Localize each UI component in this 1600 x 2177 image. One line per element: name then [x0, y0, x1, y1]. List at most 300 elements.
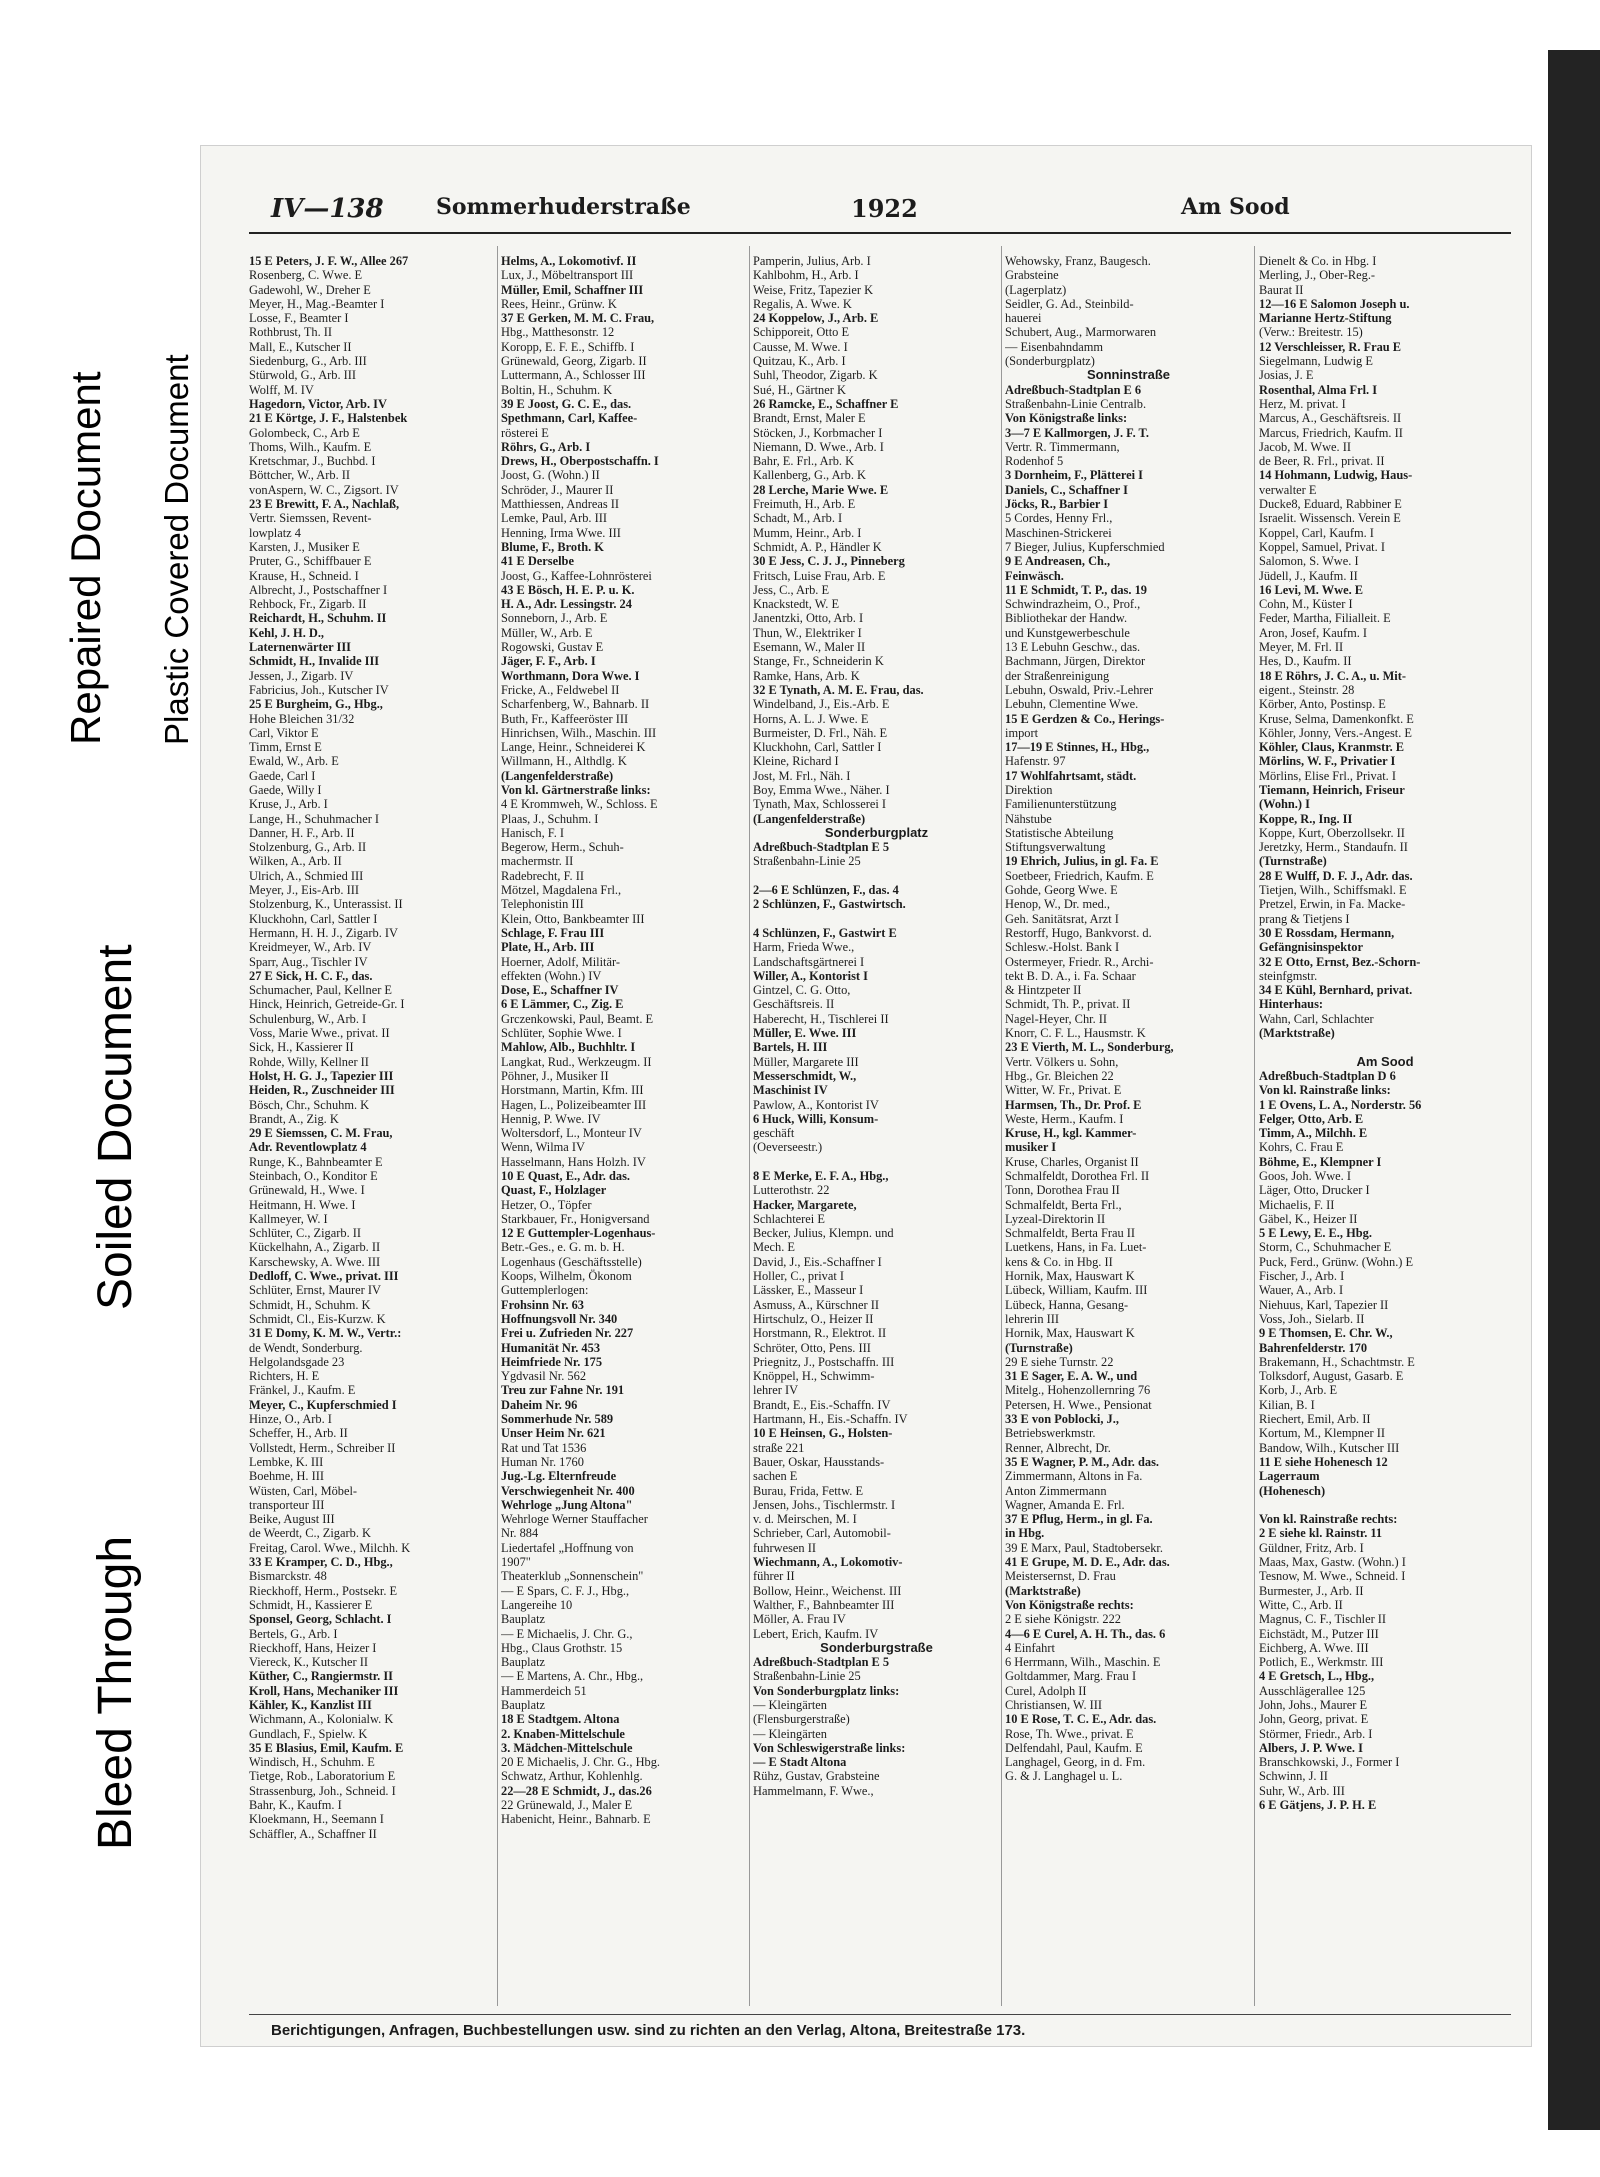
directory-entry: Lutterothstr. 22	[753, 1183, 830, 1198]
directory-entry: 18 E Röhrs, J. C. A., u. Mit-	[1259, 668, 1406, 683]
directory-entry: Küther, C., Rangiermstr. II	[249, 1669, 393, 1684]
directory-entry: Merling, J., Ober-Reg.-	[1259, 268, 1376, 283]
directory-entry: Luttermann, A., Schlosser III	[501, 368, 646, 383]
directory-entry: 2 Schlünzen, F., Gastwirtsch.	[753, 897, 906, 912]
directory-entry: Starkbauer, Fr., Honigversand	[501, 1211, 650, 1226]
directory-entry: geschäft	[753, 1126, 795, 1141]
directory-entry: Voss, Marie Wwe., privat. II	[249, 1026, 390, 1041]
column-divider	[1254, 246, 1255, 2006]
directory-entry: 6 E Gätjens, J. P. H. E	[1259, 1798, 1377, 1813]
directory-entry: (Marktstraße)	[1005, 1583, 1081, 1598]
directory-entry: 15 E Gerdzen & Co., Herings-	[1005, 711, 1165, 726]
directory-entry: 4 E Gretsch, L., Hbg.,	[1259, 1669, 1375, 1684]
directory-entry: Sommerhude Nr. 589	[501, 1412, 614, 1427]
directory-entry: Von kl. Rainstraße links:	[1259, 1083, 1391, 1098]
directory-entry: Sponsel, Georg, Schlacht. I	[249, 1612, 392, 1627]
directory-entry: Dose, E., Schaffner IV	[501, 983, 619, 998]
directory-entry: Von Schleswigerstraße links:	[753, 1740, 906, 1755]
directory-entry: Thoms, Wilh., Kaufm. E	[249, 439, 372, 454]
directory-entry: Hornik, Max, Hauswart K	[1005, 1269, 1135, 1284]
directory-entry: Albers, J. P. Wwe. I	[1259, 1740, 1363, 1755]
directory-entry: Lux, J., Möbeltransport III	[501, 268, 634, 283]
directory-entry: Kluckhohn, Carl, Sattler I	[249, 911, 378, 926]
directory-entry: Meyer, H., Mag.-Beamter I	[249, 296, 385, 311]
directory-entry: Regalis, A. Wwe. K	[753, 296, 852, 311]
directory-entry: Lebuhn, Clementine Wwe.	[1005, 697, 1139, 712]
directory-entry: Magnus, C. F., Tischler II	[1259, 1612, 1387, 1627]
directory-entry: Schubert, Aug., Marmorwaren	[1005, 325, 1157, 340]
directory-entry: Goltdammer, Marg. Frau I	[1005, 1669, 1137, 1684]
directory-entry: Daheim Nr. 96	[501, 1397, 578, 1412]
directory-entry: Schlachterei E	[753, 1211, 825, 1226]
directory-entry: Schlüter, Ernst, Maurer IV	[249, 1283, 381, 1298]
directory-entry: Brandt, Ernst, Maler E	[753, 411, 866, 426]
directory-entry: Hinze, O., Arb. I	[249, 1412, 332, 1427]
directory-entry: Timm, A., Milchh. E	[1259, 1126, 1368, 1141]
directory-entry: Fabricius, Joh., Kutscher IV	[249, 682, 389, 697]
directory-entry: Begerow, Herm., Schuh-	[501, 840, 624, 855]
directory-entry: Rat und Tat 1536	[501, 1440, 587, 1455]
directory-entry: Schmalfeldt, Berta Frau II	[1005, 1226, 1136, 1241]
directory-entry: Boltin, H., Schuhm. K	[501, 382, 613, 397]
directory-entry: Gefängnisinspektor	[1259, 940, 1363, 955]
directory-entry: 33 E Kramper, C. D., Hbg.,	[249, 1555, 393, 1570]
directory-entry: Koppel, Samuel, Privat. I	[1259, 539, 1385, 554]
condition-labels	[0, 0, 200, 2177]
directory-entry: Strassenburg, Joh., Schneid. I	[249, 1783, 396, 1798]
directory-entry: Gaede, Carl I	[249, 768, 316, 783]
directory-entry: Hammerdeich 51	[501, 1683, 587, 1698]
directory-entry: import	[1005, 725, 1039, 740]
street-section-heading: Sonderburgstraße	[820, 1640, 933, 1655]
directory-entry: Richters, H. E	[249, 1369, 320, 1384]
directory-entry: 22 Grünewald, J., Maler E	[501, 1798, 633, 1813]
directory-entry: Körber, Anto, Postinsp. E	[1259, 697, 1386, 712]
directory-entry: Lagerraum	[1259, 1469, 1320, 1484]
directory-entry: straße 221	[753, 1440, 805, 1455]
directory-entry: Schmidt, Cl., Eis-Kurzw. K	[249, 1311, 386, 1326]
directory-entry: Wilken, A., Arb. II	[249, 854, 342, 869]
directory-entry: Riechert, Emil, Arb. II	[1259, 1412, 1371, 1427]
page-number: IV—138	[271, 194, 384, 224]
directory-entry: Gadewohl, W., Dreher E	[249, 282, 371, 297]
directory-entry: Beike, August III	[249, 1512, 335, 1527]
directory-entry: Plaas, J., Schuhm. I	[501, 811, 599, 826]
directory-entry: Radebrecht, F. II	[501, 868, 584, 883]
directory-entry: Adreßbuch-Stadtplan E 5	[753, 1655, 890, 1670]
directory-entry: Bartels, H. III	[753, 1040, 828, 1055]
directory-entry: Hinterhaus:	[1259, 997, 1324, 1012]
directory-entry: Tolksdorf, August, Gasarb. E	[1259, 1369, 1404, 1384]
directory-entry: Schröder, J., Maurer II	[501, 482, 614, 497]
directory-entry: Salomon, S. Wwe. I	[1259, 554, 1359, 569]
directory-entry: Siedenburg, G., Arb. III	[249, 354, 367, 369]
directory-entry: Bandow, Wilh., Kutscher III	[1259, 1440, 1400, 1455]
directory-entry: Böhme, E., Klempner I	[1259, 1154, 1382, 1169]
directory-entry: Lyzeal-Direktorin II	[1005, 1211, 1106, 1226]
directory-entry: 12—16 E Salomon Joseph u.	[1259, 296, 1410, 311]
directory-entry: Schipporeit, Otto E	[753, 325, 850, 340]
directory-entry: Schulenburg, W., Arb. I	[249, 1011, 367, 1026]
directory-entry: 39 E Joost, G. C. E., das.	[501, 396, 632, 411]
directory-entry: 8 E Merke, E. F. A., Hbg.,	[753, 1169, 889, 1183]
directory-entry: fuhrwesen II	[753, 1540, 816, 1555]
directory-entry: Eichstädt, M., Putzer III	[1259, 1626, 1379, 1641]
directory-entry: 9 E Andreasen, Ch.,	[1005, 554, 1111, 569]
directory-entry: Niehuus, Karl, Tapezier II	[1259, 1297, 1389, 1312]
directory-entry: Golombeck, C., Arb E	[249, 425, 360, 440]
directory-entry: 22—28 E Schmidt, J., das.26	[501, 1783, 652, 1798]
directory-entry: Schumacher, Paul, Kellner E	[249, 983, 392, 998]
directory-entry: Storm, C., Schuhmacher E	[1259, 1240, 1392, 1255]
directory-entry: musiker I	[1005, 1140, 1057, 1155]
directory-entry: Helms, A., Lokomotivf. II	[501, 254, 637, 268]
directory-entry: 6 Huck, Willi, Konsum-	[753, 1111, 879, 1126]
directory-entry: Seidler, G. Ad., Steinbild-	[1005, 296, 1134, 311]
directory-entry: machermstr. II	[501, 854, 574, 869]
directory-entry: Stange, Fr., Schneiderin K	[753, 654, 884, 669]
directory-entry: Krause, H., Schneid. I	[249, 568, 359, 583]
directory-column-5	[1259, 254, 1511, 1812]
directory-entry: Läger, Otto, Drucker I	[1259, 1183, 1370, 1198]
directory-entry: Meyer, C., Kupferschmied I	[249, 1397, 397, 1412]
directory-entry	[1259, 1498, 1511, 1512]
directory-column-2	[501, 254, 748, 1827]
directory-entry: Kretschmar, J., Buchbd. I	[249, 454, 376, 469]
directory-entry: Bibliothekar der Handw.	[1005, 611, 1128, 626]
directory-entry: 2. Knaben-Mittelschule	[501, 1726, 625, 1741]
directory-entry: Carl, Viktor E	[249, 725, 319, 740]
directory-entry: Boehme, H. III	[249, 1469, 325, 1484]
directory-entry: Ulrich, A., Schmied III	[249, 868, 364, 883]
directory-entry: Wichmann, A., Kolonialw. K	[249, 1712, 394, 1727]
directory-entry: Kortum, M., Klempner II	[1259, 1426, 1385, 1441]
column-divider	[1001, 246, 1002, 2006]
directory-entry: Hanisch, F. I	[501, 825, 565, 840]
directory-entry: Theaterklub „Sonnenschein"	[501, 1569, 644, 1584]
directory-entry: Jost, M. Frl., Näh. I	[753, 768, 851, 783]
directory-entry: Meistersernst, D. Frau	[1005, 1569, 1116, 1584]
directory-entry: Böttcher, W., Arb. II	[249, 468, 351, 483]
column-divider	[497, 246, 498, 2006]
directory-entry: Kahlbohm, H., Arb. I	[753, 268, 859, 283]
directory-entry: Mahlow, Alb., Buchhltr. I	[501, 1040, 636, 1055]
directory-entry: Maas, Max, Gastw. (Wohn.) I	[1259, 1555, 1406, 1570]
directory-entry: 2 E siehe Königstr. 222	[1005, 1612, 1121, 1627]
directory-entry: Jess, C., Arb. E	[753, 582, 830, 597]
directory-entry: Guttemplerlogen:	[501, 1283, 589, 1298]
directory-entry: Grabsteine	[1005, 268, 1059, 283]
directory-entry: Josias, J. E	[1259, 368, 1314, 383]
directory-entry: Treu zur Fahne Nr. 191	[501, 1383, 625, 1398]
directory-entry: Burmeister, D. Frl., Näh. E	[753, 725, 888, 740]
directory-entry: Kehl, J. H. D.,	[249, 625, 325, 640]
directory-entry: Knöppel, H., Schwimm-	[753, 1369, 875, 1384]
directory-entry: Kreidmeyer, W., Arb. IV	[249, 940, 372, 955]
directory-entry: rösterei E	[501, 425, 549, 440]
directory-entry: Grünewald, H., Wwe. I	[249, 1183, 365, 1198]
directory-entry: 23 E Vierth, M. L., Sonderburg,	[1005, 1040, 1174, 1055]
directory-entry: Plate, H., Arb. III	[501, 940, 595, 955]
directory-entry: Kallenberg, G., Arb. K	[753, 468, 866, 483]
directory-entry: Curel, Adolph II	[1005, 1683, 1087, 1698]
directory-entry: Niemann, D. Wwe., Arb. I	[753, 439, 884, 454]
directory-entry: lehrer IV	[753, 1383, 799, 1398]
street-heading-left: Sommerhuderstraße	[436, 194, 691, 220]
directory-entry: Fränkel, J., Kaufm. E	[249, 1383, 356, 1398]
directory-entry: vonAspern, W. C., Zigsort. IV	[249, 482, 399, 497]
directory-entry: Hacker, Margarete,	[753, 1197, 857, 1212]
directory-entry: Hagedorn, Victor, Arb. IV	[249, 396, 387, 411]
directory-entry: Liedertafel „Hoffnung von	[501, 1540, 634, 1555]
directory-entry: Lange, Heinr., Schneiderei K	[501, 740, 646, 755]
directory-entry: Burmester, J., Arb. II	[1259, 1583, 1364, 1598]
directory-entry: — E Stadt Altona	[753, 1755, 847, 1770]
directory-entry: Bauplatz	[501, 1697, 546, 1712]
directory-entry: Pretzel, Erwin, in Fa. Macke-	[1259, 897, 1406, 912]
directory-entry: 27 E Sick, H. C. F., das.	[249, 968, 373, 983]
directory-entry: Rees, Heinr., Grünw. K	[501, 296, 617, 311]
directory-entry: 29 E Siemssen, C. M. Frau,	[249, 1126, 393, 1141]
directory-entry: Koropp, E. F. E., Schiffb. I	[501, 339, 635, 354]
directory-entry: 18 E Stadtgem. Altona	[501, 1712, 620, 1727]
directory-entry: Luetkens, Hans, in Fa. Luet-	[1005, 1240, 1147, 1255]
directory-entry: 29 E siehe Turnstr. 22	[1005, 1354, 1114, 1369]
directory-entry: (Turnstraße)	[1005, 1340, 1073, 1355]
directory-entry: transporteur III	[249, 1497, 325, 1512]
directory-entry: Christiansen, W. III	[1005, 1697, 1103, 1712]
label-plastic-covered-document: Plastic Covered Document	[158, 354, 195, 745]
directory-entry: Suhl, Theodor, Zigarb. K	[753, 368, 878, 383]
directory-entry: Sonneborn, J., Arb. E	[501, 611, 608, 626]
directory-entry: (Marktstraße)	[1259, 1026, 1335, 1041]
directory-entry: Quast, F., Holzlager	[501, 1183, 607, 1198]
footer-note: Berichtigungen, Anfragen, Buchbestellungen usw. sind zu richten an den Verlag, Altona, Breitestraße 173.	[271, 2022, 1026, 2039]
directory-entry: Bauplatz	[501, 1612, 546, 1627]
directory-entry: Joost, G., Kaffee-Lohnrösterei	[501, 568, 652, 583]
year-heading: 1922	[851, 194, 918, 223]
directory-entry: Telephonistin III	[501, 897, 584, 912]
directory-entry: Fricke, A., Feldwebel II	[501, 682, 620, 697]
directory-entry: Schmidt, A. P., Händler K	[753, 539, 882, 554]
directory-entry: Grünewald, Georg, Zigarb. II	[501, 354, 647, 369]
directory-entry: Wiechmann, A., Lokomotiv-	[753, 1555, 903, 1570]
directory-entry: v. d. Meirschen, M. I	[753, 1512, 857, 1527]
directory-entry: John, Georg, privat. E	[1259, 1712, 1369, 1727]
directory-entry: Vertr. Siemssen, Revent-	[249, 511, 372, 526]
directory-entry: Daniels, C., Schaffner I	[1005, 482, 1128, 497]
directory-entry: Direktion	[1005, 782, 1053, 797]
directory-entry: Rieckhoff, Hans, Heizer I	[249, 1640, 377, 1655]
directory-entry: Rosenthal, Alma Frl. I	[1259, 382, 1378, 397]
directory-entry: 11 E Schmidt, T. P., das. 19	[1005, 582, 1147, 597]
directory-entry: Dienelt & Co. in Hbg. I	[1259, 254, 1377, 268]
directory-entry: Schlüter, Sophie Wwe. I	[501, 1026, 622, 1041]
directory-entry: — Kleingärten	[753, 1697, 827, 1712]
directory-entry: Koops, Wilhelm, Ökonom	[501, 1269, 632, 1284]
directory-entry: Witter, W. Fr., Privat. E	[1005, 1083, 1122, 1098]
directory-entry: Anton Zimmermann	[1005, 1483, 1107, 1498]
directory-entry: Stiftungsverwaltung	[1005, 840, 1106, 855]
directory-entry: Harmsen, Th., Dr. Prof. E	[1005, 1097, 1142, 1112]
directory-entry: 24 Koppelow, J., Arb. E	[753, 311, 879, 326]
directory-entry: Betriebswerkmstr.	[1005, 1426, 1096, 1441]
directory-entry: 33 E von Poblocki, J.,	[1005, 1412, 1119, 1427]
directory-entry: Jöcks, R., Barbier I	[1005, 497, 1109, 512]
directory-entry: Schadt, M., Arb. I	[753, 511, 843, 526]
street-heading-right: Am Sood	[1181, 194, 1290, 220]
directory-entry: Pamperin, Julius, Arb. I	[753, 254, 871, 268]
directory-entry: Bahrenfelderstr. 170	[1259, 1340, 1368, 1355]
directory-entry: 15 E Peters, J. F. W., Allee 267	[249, 254, 409, 268]
directory-entry: Willmann, H., Althdlg. K	[501, 754, 627, 769]
directory-entry: Windelband, J., Eis.-Arb. E	[753, 697, 890, 712]
directory-entry: 20 E Michaelis, J. Chr. G., Hbg.	[501, 1755, 661, 1770]
directory-entry: Spethmann, Carl, Kaffee-	[501, 411, 638, 426]
directory-entry: Betr.-Ges., e. G. m. b. H.	[501, 1240, 625, 1255]
directory-entry: Hetzer, O., Töpfer	[501, 1197, 592, 1212]
directory-entry: Bauplatz	[501, 1655, 546, 1670]
directory-entry: Jacob, M. Wwe. II	[1259, 439, 1351, 454]
scanner-dark-edge	[1548, 50, 1600, 2130]
directory-entry: Vollstedt, Herm., Schreiber II	[249, 1440, 396, 1455]
directory-entry: Schlesw.-Holst. Bank I	[1005, 940, 1120, 955]
directory-entry: 11 E siehe Hohenesch 12	[1259, 1454, 1388, 1469]
directory-entry: Priegnitz, J., Postschaffn. III	[753, 1354, 895, 1369]
directory-entry: 1907"	[501, 1555, 531, 1570]
directory-entry: (Verw.: Breitestr. 15)	[1259, 325, 1363, 340]
directory-entry: Wahn, Carl, Schlachter	[1259, 1011, 1374, 1026]
directory-entry: Rühz, Gustav, Grabsteine	[753, 1769, 880, 1784]
directory-entry: Mech. E	[753, 1240, 795, 1255]
directory-entry: Kohrs, C. Frau E	[1259, 1140, 1344, 1155]
directory-entry: Windisch, H., Schuhm. E	[249, 1755, 375, 1770]
directory-entry: Hohe Bleichen 31/32	[249, 711, 355, 726]
directory-entry: Hagen, L., Polizeibeamter III	[501, 1097, 647, 1112]
directory-entry: Heimfriede Nr. 175	[501, 1354, 603, 1369]
directory-entry: Kruse, Charles, Organist II	[1005, 1154, 1139, 1169]
directory-entry: 28 E Wulff, D. F. J., Adr. das.	[1259, 868, 1413, 883]
directory-entry: 25 E Burgheim, G., Hbg.,	[249, 697, 383, 712]
directory-entry: Marcus, Friedrich, Kaufm. II	[1259, 425, 1403, 440]
directory-entry: Gohde, Georg Wwe. E	[1005, 883, 1118, 898]
directory-entry: Wauer, A., Arb. I	[1259, 1283, 1344, 1298]
directory-entry: Branschkowski, J., Former I	[1259, 1755, 1400, 1770]
directory-entry: Unser Heim Nr. 621	[501, 1426, 606, 1441]
directory-entry: 5 E Lewy, E. E., Hbg.	[1259, 1226, 1372, 1241]
directory-entry: Adr. Reventlowplatz 4	[249, 1140, 367, 1155]
directory-entry: Rehbock, Fr., Zigarb. II	[249, 597, 367, 612]
directory-entry: Langkat, Rud., Werkzeugm. II	[501, 1054, 652, 1069]
directory-entry: Wolff, M. IV	[249, 382, 314, 397]
directory-entry: Jäger, F. F., Arb. I	[501, 654, 596, 669]
directory-entry: Straßenbahn-Linie 25	[753, 1669, 861, 1684]
directory-entry: Adreßbuch-Stadtplan E 5	[753, 840, 890, 855]
directory-entry: Rosenberg, C. Wwe. E	[249, 268, 363, 283]
directory-entry: lowplatz 4	[249, 525, 301, 540]
directory-entry: Tesnow, M. Wwe., Schneid. I	[1259, 1569, 1406, 1584]
directory-entry: und Kunstgewerbeschule	[1005, 625, 1130, 640]
directory-entry: Müller, Emil, Schaffner III	[501, 282, 644, 297]
directory-entry: Goos, Joh. Wwe. I	[1259, 1169, 1352, 1183]
directory-entry: Kähler, K., Kanzlist III	[249, 1697, 372, 1712]
directory-entry: Willer, A., Kontorist I	[753, 968, 868, 983]
directory-entry: (Sonderburgplatz)	[1005, 354, 1095, 369]
directory-entry: Kleine, Richard I	[753, 754, 839, 769]
directory-entry: 7 Bieger, Julius, Kupferschmied	[1005, 539, 1165, 554]
directory-entry: 5 Cordes, Henny Frl.,	[1005, 511, 1113, 526]
directory-entry: Tiemann, Heinrich, Friseur	[1259, 782, 1405, 797]
directory-entry: Tonn, Dorothea Frau II	[1005, 1183, 1120, 1198]
directory-entry: Kruse, Selma, Damenkonfkt. E	[1259, 711, 1414, 726]
directory-entry: 37 E Gerken, M. M. C. Frau,	[501, 311, 655, 326]
directory-entry: 9 E Thomsen, E. Chr. W.,	[1259, 1326, 1393, 1341]
directory-entry: David, J., Eis.-Schaffner I	[753, 1254, 882, 1269]
directory-entry: Schmidt, H., Invalide III	[249, 654, 380, 669]
directory-entry: Köhler, Jonny, Vers.-Angest. E	[1259, 725, 1412, 740]
directory-entry: eigent., Steinstr. 28	[1259, 682, 1355, 697]
directory-entry: Hoffnungsvoll Nr. 340	[501, 1311, 618, 1326]
directory-entry: Rieckhoff, Herm., Postsekr. E	[249, 1583, 398, 1598]
directory-entry	[753, 869, 1000, 883]
directory-entry: Lange, H., Schuhmacher I	[249, 811, 380, 826]
directory-entry: Soetbeer, Friedrich, Kaufm. E	[1005, 868, 1154, 883]
directory-entry: Gaede, Willy I	[249, 782, 322, 797]
directory-entry: Schröter, Otto, Pens. III	[753, 1340, 871, 1355]
directory-entry: Zimmermann, Altons in Fa.	[1005, 1469, 1143, 1484]
directory-entry: Heitmann, H. Wwe. I	[249, 1197, 356, 1212]
directory-entry: Freimuth, H., Arb. E	[753, 497, 856, 512]
directory-entry: Suhr, W., Arb. III	[1259, 1783, 1345, 1798]
directory-entry: Marcus, A., Geschäftsreis. II	[1259, 411, 1402, 426]
directory-entry: Knackstedt, W. E	[753, 597, 840, 612]
directory-entry: 41 E Grupe, M. D. E., Adr. das.	[1005, 1555, 1170, 1570]
directory-entry: Gäbel, K., Heizer II	[1259, 1211, 1358, 1226]
directory-entry: Bertels, G., Arb. I	[249, 1626, 338, 1641]
directory-entry: Kluckhohn, Carl, Sattler I	[753, 740, 882, 755]
directory-entry: 10 E Heinsen, G., Holsten-	[753, 1426, 893, 1441]
directory-entry: (Turnstraße)	[1259, 854, 1327, 869]
street-section-heading: Sonninstraße	[1086, 368, 1171, 383]
directory-entry: Woltersdorf, L., Monteur IV	[501, 1126, 642, 1141]
directory-entry: Harm, Frieda Wwe.,	[753, 940, 855, 955]
directory-entry: Messerschmidt, W.,	[753, 1068, 857, 1083]
directory-entry: 41 E Derselbe	[501, 554, 574, 569]
directory-entry: Joost, G. (Wohn.) II	[501, 468, 600, 483]
directory-entry: Jüdell, J., Kaufm. II	[1259, 568, 1358, 583]
directory-entry: 1 E Ovens, L. A., Norderstr. 56	[1259, 1097, 1422, 1112]
directory-entry: Helgolandsgade 23	[249, 1354, 345, 1369]
directory-entry: Hammelmann, F. Wwe.,	[753, 1783, 874, 1798]
directory-entry: 30 E Jess, C. J. J., Pinneberg	[753, 554, 905, 569]
label-bleed-through: Bleed Through	[89, 1535, 142, 1850]
directory-entry: 32 E Tynath, A. M. E. Frau, das.	[753, 682, 924, 697]
directory-entry: 3—7 E Kallmorgen, J. F. T.	[1005, 425, 1149, 440]
directory-entry: Bahr, E. Frl., Arb. K	[753, 454, 855, 469]
directory-entry: Laternenwärter III	[249, 640, 351, 655]
directory-entry: Hoerner, Adolf, Militär-	[501, 954, 620, 969]
directory-entry: Sparr, Aug., Tischler IV	[249, 954, 368, 969]
directory-entry: Causse, M. Wwe. I	[753, 339, 848, 354]
directory-entry: Scheffer, H., Arb. II	[249, 1426, 348, 1441]
directory-entry: Bösch, Chr., Schuhm. K	[249, 1097, 370, 1112]
directory-entry: Jug.-Lg. Elternfreude	[501, 1469, 617, 1484]
directory-entry: Wagner, Amanda E. Frl.	[1005, 1497, 1125, 1512]
directory-entry: Horns, A. L. J. Wwe. E	[753, 711, 869, 726]
directory-entry: 28 Lerche, Marie Wwe. E	[753, 482, 889, 497]
directory-entry: — E Spars, C. F. J., Hbg.,	[501, 1583, 630, 1598]
directory-entry: Hennig, P. Wwe. IV	[501, 1111, 601, 1126]
